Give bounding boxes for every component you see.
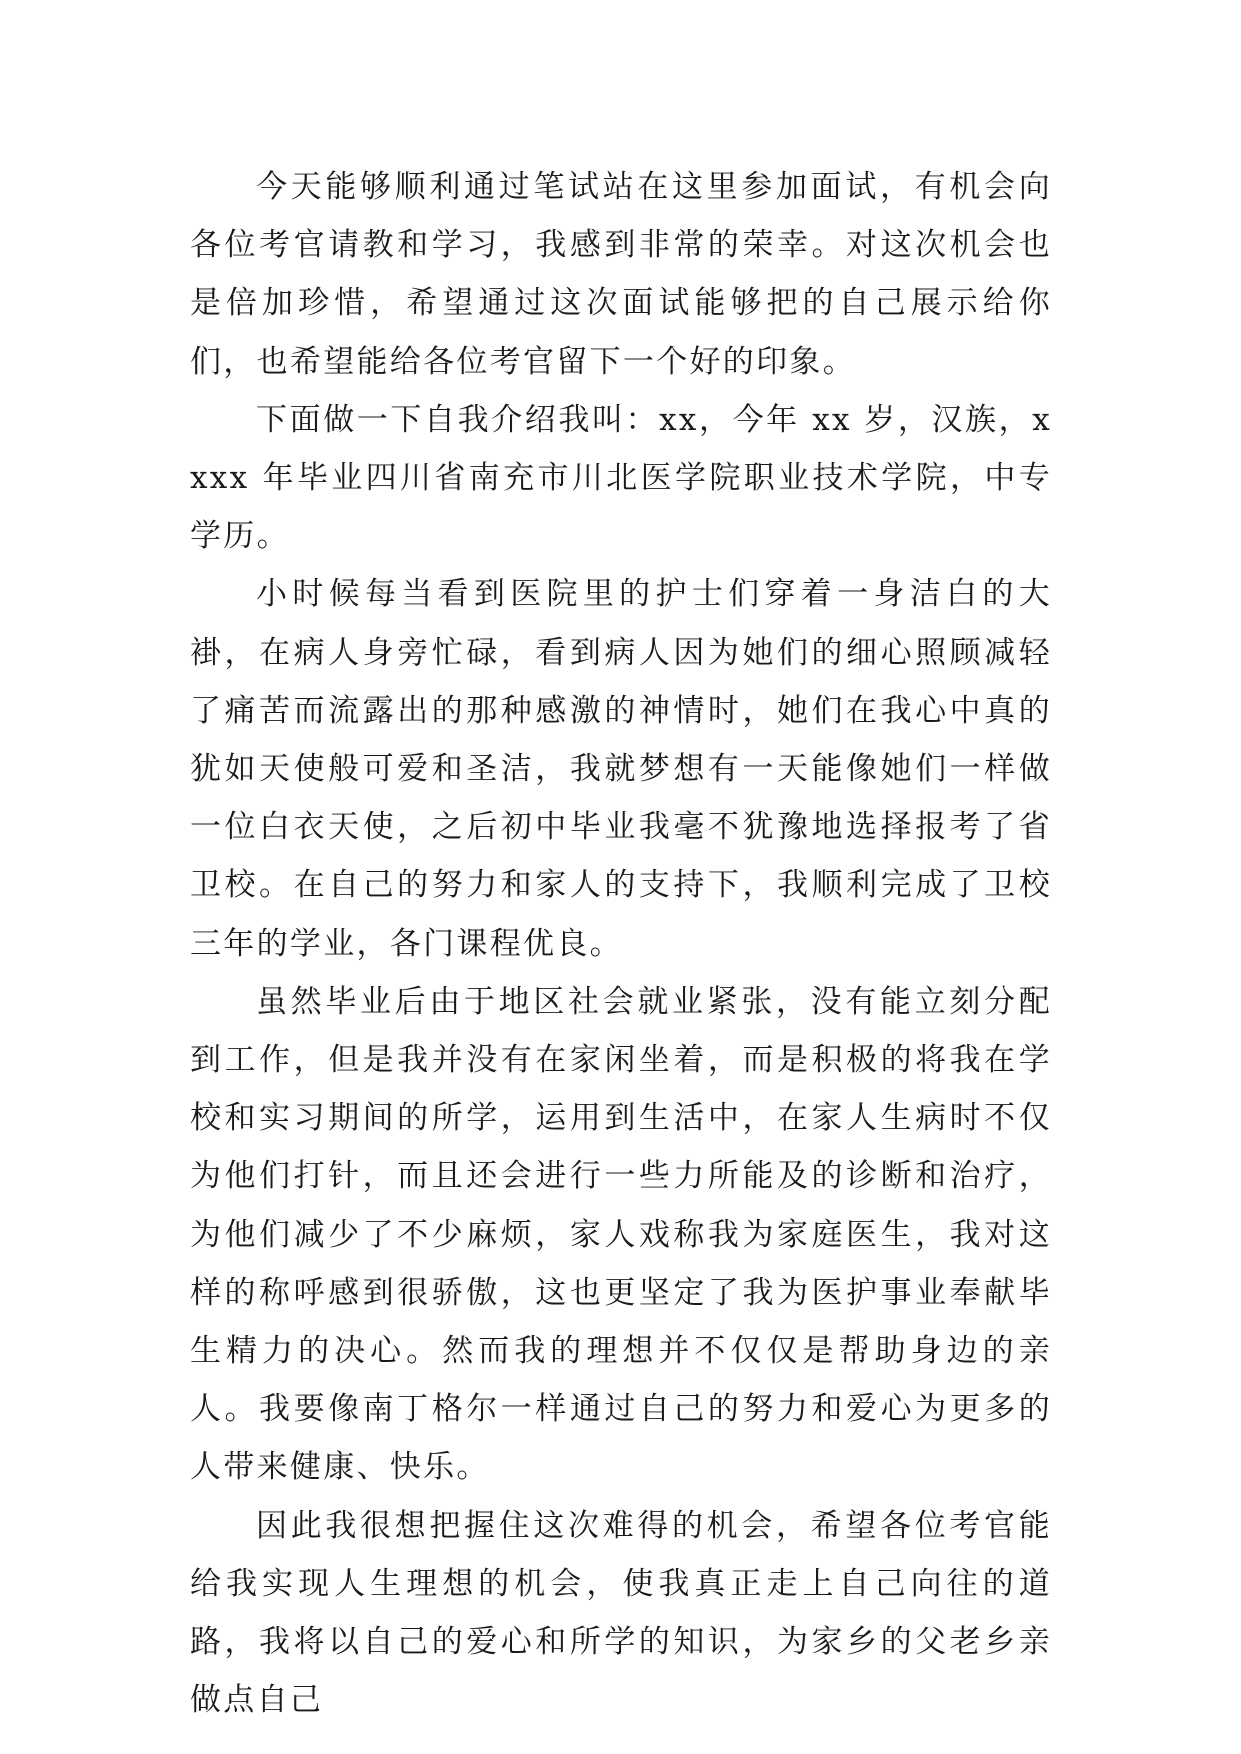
paragraph-childhood-dream: 小时候每当看到医院里的护士们穿着一身洁白的大褂，在病人身旁忙碌，看到病人因为她们的细心照顾减轻了痛苦而流露出的那种感激的神情时，她们在我心中真的犹如天使般可爱和圣洁，我就梦想有一天能像她们一样做一位白衣天使，之后初中毕业我毫不犹豫地选择报考了省卫校。在自己的努力和家人的支持下，我顺利完成了卫校三年的学业，各门课程优良。 [190,576,1052,962]
document-body [190,158,1052,1729]
paragraph-opening: 今天能够顺利通过笔试站在这里参加面试，有机会向各位考官请教和学习，我感到非常的荣幸。对这次机会也是倍加珍惜，希望通过这次面试能够把的自己展示给你们，也希望能给各位考官留下一个好的印象。 [190,169,1052,380]
paragraph-self-introduction: 下面做一下自我介绍我叫：xx，今年 xx 岁，汉族，xxxx 年毕业四川省南充市川北医学院职业技术学院，中专学历。 [190,401,1052,555]
paragraph-after-graduation: 虽然毕业后由于地区社会就业紧张，没有能立刻分配到工作，但是我并没有在家闲坐着，而是积极的将我在学校和实习期间的所学，运用到生活中，在家人生病时不仅为他们打针，而且还会进行一些力所能及的诊断和治疗，为他们减少了不少麻烦，家人戏称我为家庭医生，我对这样的称呼感到很骄傲，这也更坚定了我为医护事业奉献毕生精力的决心。然而我的理想并不仅仅是帮助身边的亲人。我要像南丁格尔一样通过自己的努力和爱心为更多的人带来健康、快乐。 [190,983,1052,1486]
paragraph-closing: 因此我很想把握住这次难得的机会，希望各位考官能给我实现人生理想的机会，使我真正走上自己向往的道路，我将以自己的爱心和所学的知识，为家乡的父老乡亲做点自己 [190,1507,1052,1719]
